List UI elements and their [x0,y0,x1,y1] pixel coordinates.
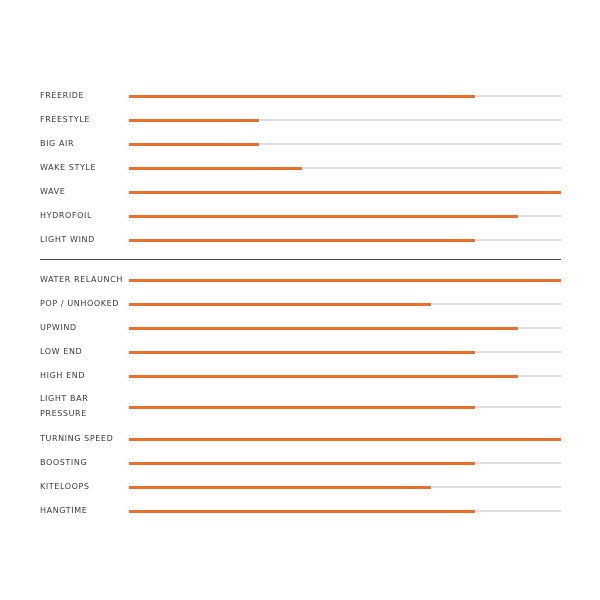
rating-bar [129,406,475,409]
rating-label: HIGH END [40,370,86,380]
rating-bar [129,438,561,441]
section-divider [40,259,561,260]
rating-bar [129,327,518,330]
rating-track [129,143,561,145]
rating-bar [129,375,518,378]
rating-label: LOW END [40,346,83,356]
rating-track [129,279,561,281]
rating-track [129,510,561,512]
rating-label: KITELOOPS [40,481,90,491]
rating-label: BIG AIR [40,138,75,148]
rating-bar [129,303,431,306]
rating-track [129,239,561,241]
rating-track [129,406,561,408]
rating-track [129,438,561,440]
rating-label: WAKE STYLE [40,162,97,172]
rating-track [129,486,561,488]
rating-bar [129,167,302,170]
rating-track [129,375,561,377]
rating-track [129,462,561,464]
rating-bar [129,510,475,513]
rating-bar [129,239,475,242]
rating-track [129,215,561,217]
rating-track [129,191,561,193]
rating-track [129,327,561,329]
rating-label: TURNING SPEED [40,433,114,443]
rating-track [129,95,561,97]
rating-label: HANGTIME [40,505,88,515]
rating-bar [129,191,561,194]
rating-label: POP / UNHOOKED [40,298,120,308]
rating-bar [129,119,259,122]
rating-label: BOOSTING [40,457,88,467]
rating-bar [129,215,518,218]
rating-track [129,167,561,169]
rating-bar [129,143,259,146]
rating-label: WAVE [40,186,66,196]
rating-label: LIGHT WIND [40,234,95,244]
rating-bar [129,351,475,354]
rating-bar [129,279,561,282]
rating-track [129,351,561,353]
rating-label: UPWIND [40,322,77,332]
rating-track [129,303,561,305]
rating-label: FREESTYLE [40,114,91,124]
rating-bar [129,95,475,98]
rating-bar [129,462,475,465]
rating-label: HYDROFOIL [40,210,93,220]
rating-label: LIGHT BAR PRESSURE [40,393,89,418]
rating-bar [129,486,431,489]
rating-track [129,119,561,121]
rating-label: FREERIDE [40,90,85,100]
rating-label: WATER RELAUNCH [40,274,123,284]
